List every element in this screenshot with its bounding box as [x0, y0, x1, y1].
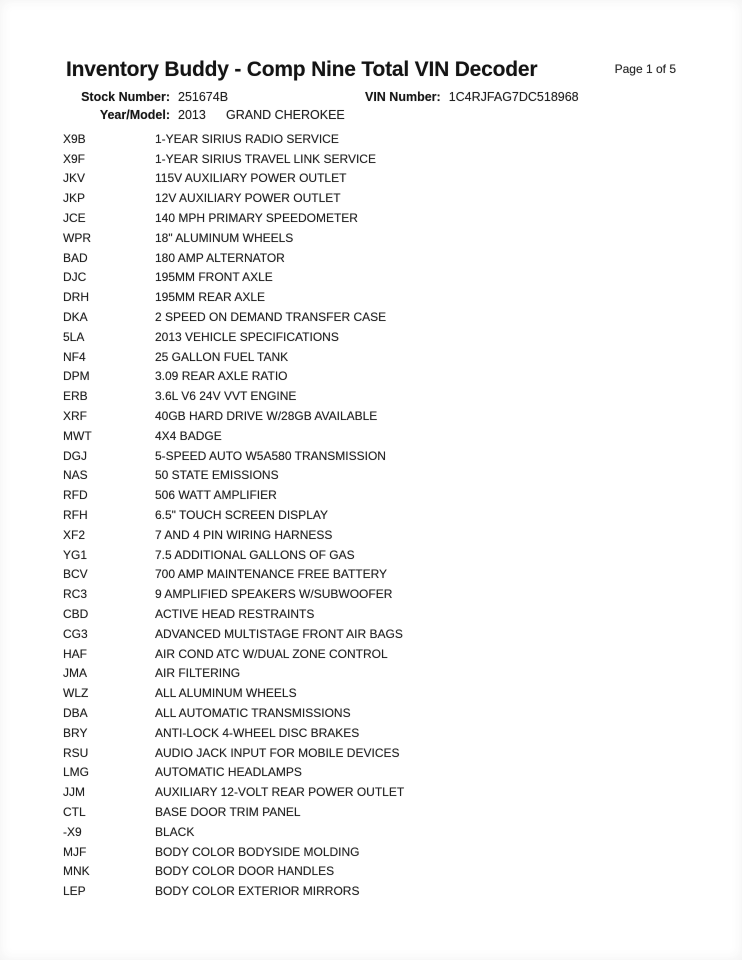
option-row — [63, 505, 742, 525]
option-row — [63, 307, 742, 327]
option-row — [63, 782, 742, 802]
option-row — [63, 822, 742, 842]
vin-number-label: VIN Number: — [365, 90, 441, 104]
option-code: NF4 — [63, 349, 86, 364]
vin-number-value: 1C4RJFAG7DC518968 — [448, 90, 579, 104]
option-description: 50 STATE EMISSIONS — [155, 468, 279, 483]
option-row — [63, 604, 742, 624]
option-row — [63, 149, 742, 169]
option-description: BODY COLOR BODYSIDE MOLDING — [155, 844, 360, 859]
option-code: RFH — [63, 508, 88, 523]
option-description: 18" ALUMINUM WHEELS — [155, 230, 294, 245]
option-row — [63, 881, 742, 901]
year-value: 2013 — [178, 107, 206, 122]
option-code: ERB — [63, 389, 88, 404]
option-description: 5-SPEED AUTO W5A580 TRANSMISSION — [155, 448, 386, 463]
option-description: 115V AUXILIARY POWER OUTLET — [155, 171, 347, 186]
option-row — [63, 842, 742, 862]
option-description: 40GB HARD DRIVE W/28GB AVAILABLE — [155, 409, 378, 424]
option-description: 9 AMPLIFIED SPEAKERS W/SUBWOOFER — [155, 587, 393, 602]
option-row — [63, 763, 742, 783]
option-code: BRY — [63, 725, 88, 740]
option-description: BASE DOOR TRIM PANEL — [155, 804, 301, 819]
option-code: DRH — [63, 290, 89, 305]
option-code: MNK — [63, 864, 90, 879]
option-code: JKP — [63, 191, 86, 206]
option-row — [63, 565, 742, 585]
option-code: X9F — [63, 151, 86, 166]
option-row — [63, 228, 742, 248]
option-code: MJF — [63, 844, 87, 859]
option-code: JKV — [63, 171, 86, 186]
option-row — [63, 327, 742, 347]
option-description: AIR FILTERING — [155, 666, 241, 681]
option-row — [63, 743, 742, 763]
option-code: RFD — [63, 488, 88, 503]
option-code: XF2 — [63, 527, 86, 542]
vehicle-meta — [0, 89, 742, 124]
option-row — [63, 406, 742, 426]
option-code: MWT — [63, 428, 92, 443]
option-code: CTL — [63, 804, 86, 819]
option-code-list — [0, 129, 742, 901]
option-description: 1-YEAR SIRIUS RADIO SERVICE — [155, 131, 339, 146]
option-row — [63, 723, 742, 743]
option-code: YG1 — [63, 547, 88, 562]
option-row — [63, 644, 742, 664]
option-row — [63, 802, 742, 822]
option-code: JCE — [63, 211, 86, 226]
option-description: 506 WATT AMPLIFIER — [155, 488, 277, 503]
page-title: Inventory Buddy - Comp Nine Total VIN Decoder — [66, 58, 538, 81]
option-description: AUXILIARY 12-VOLT REAR POWER OUTLET — [155, 785, 405, 800]
option-description: 7 AND 4 PIN WIRING HARNESS — [155, 527, 333, 542]
option-row — [63, 426, 742, 446]
option-row — [63, 545, 742, 565]
option-description: 4X4 BADGE — [155, 428, 222, 443]
option-description: BLACK — [155, 824, 195, 839]
option-code: WLZ — [63, 686, 89, 701]
option-code: JMA — [63, 666, 87, 681]
option-code: CG3 — [63, 626, 88, 641]
option-code: WPR — [63, 230, 91, 245]
option-row — [63, 367, 742, 387]
page-indicator: Page 1 of 5 — [614, 62, 676, 76]
option-description: 6.5" TOUCH SCREEN DISPLAY — [155, 508, 328, 523]
option-description: 195MM FRONT AXLE — [155, 270, 273, 285]
option-row — [63, 703, 742, 723]
year-model-label: Year/Model: — [99, 107, 170, 122]
option-description: ALL ALUMINUM WHEELS — [155, 686, 297, 701]
option-row — [63, 287, 742, 307]
option-description: ADVANCED MULTISTAGE FRONT AIR BAGS — [155, 626, 403, 641]
option-description: ACTIVE HEAD RESTRAINTS — [155, 607, 315, 622]
option-code: RC3 — [63, 587, 88, 602]
option-row — [63, 525, 742, 545]
option-description: 700 AMP MAINTENANCE FREE BATTERY — [155, 567, 388, 582]
option-code: LMG — [63, 765, 90, 780]
option-row — [63, 624, 742, 644]
option-code: CBD — [63, 607, 89, 622]
option-code: DGJ — [63, 448, 87, 463]
option-row — [63, 248, 742, 268]
stock-number-value: 251674B — [178, 90, 229, 104]
document-header — [0, 0, 742, 82]
option-description: 140 MPH PRIMARY SPEEDOMETER — [155, 211, 358, 226]
option-description: AUDIO JACK INPUT FOR MOBILE DEVICES — [155, 745, 400, 760]
option-code: DJC — [63, 270, 87, 285]
option-description: 3.09 REAR AXLE RATIO — [155, 369, 288, 384]
option-code: NAS — [63, 468, 88, 483]
option-row — [63, 129, 742, 149]
option-row — [63, 169, 742, 189]
option-description: 7.5 ADDITIONAL GALLONS OF GAS — [155, 547, 355, 562]
option-code: XRF — [63, 409, 87, 424]
option-code: -X9 — [63, 824, 82, 839]
option-description: ANTI-LOCK 4-WHEEL DISC BRAKES — [155, 725, 360, 740]
option-description: 1-YEAR SIRIUS TRAVEL LINK SERVICE — [155, 151, 376, 166]
option-description: 2 SPEED ON DEMAND TRANSFER CASE — [155, 310, 387, 325]
option-code: DPM — [63, 369, 90, 384]
option-description: ALL AUTOMATIC TRANSMISSIONS — [155, 706, 351, 720]
option-description: BODY COLOR EXTERIOR MIRRORS — [155, 884, 360, 899]
option-description: AUTOMATIC HEADLAMPS — [155, 765, 302, 780]
option-description: 12V AUXILIARY POWER OUTLET — [155, 191, 341, 206]
vin-group — [365, 89, 579, 107]
option-row — [63, 683, 742, 703]
option-code: X9B — [63, 131, 86, 146]
option-description: 2013 VEHICLE SPECIFICATIONS — [155, 329, 339, 344]
option-row — [63, 446, 742, 466]
option-row — [63, 268, 742, 288]
option-row — [63, 208, 742, 228]
option-code: BCV — [63, 567, 88, 582]
option-row — [63, 347, 742, 367]
option-row — [63, 861, 742, 881]
option-code: HAF — [63, 646, 87, 661]
option-row — [63, 466, 742, 486]
option-description: BODY COLOR DOOR HANDLES — [155, 864, 335, 879]
meta-row-year-model — [0, 107, 742, 125]
option-code: 5LA — [63, 329, 85, 344]
option-code: BAD — [63, 250, 88, 265]
meta-row-stock-vin — [0, 89, 742, 107]
option-code: LEP — [63, 884, 86, 899]
option-row — [63, 485, 742, 505]
option-row — [63, 664, 742, 684]
option-description: 25 GALLON FUEL TANK — [155, 349, 289, 364]
stock-number-label: Stock Number: — [81, 90, 170, 104]
model-value: GRAND CHEROKEE — [226, 107, 345, 122]
option-code: JJM — [63, 785, 85, 800]
option-description: 180 AMP ALTERNATOR — [155, 250, 285, 265]
option-description: 3.6L V6 24V VVT ENGINE — [155, 389, 297, 404]
option-description: 195MM REAR AXLE — [155, 290, 266, 305]
option-description: AIR COND ATC W/DUAL ZONE CONTROL — [155, 646, 388, 661]
option-row — [63, 386, 742, 406]
option-code: DKA — [63, 310, 88, 325]
option-row — [63, 188, 742, 208]
option-row — [63, 584, 742, 604]
option-code: DBA — [63, 706, 88, 720]
option-code: RSU — [63, 745, 89, 760]
